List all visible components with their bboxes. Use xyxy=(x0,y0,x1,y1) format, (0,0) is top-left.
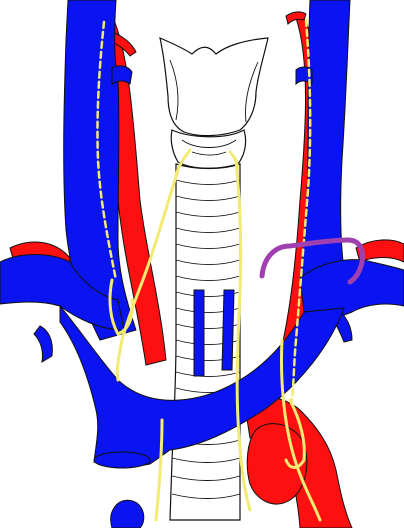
bottom-left-vein xyxy=(111,500,144,528)
left-vertebral-vein xyxy=(34,326,52,362)
thyroid-cartilage xyxy=(160,38,268,136)
right-round-vessel xyxy=(247,424,307,504)
right-inferior-thyroid-vein xyxy=(222,290,234,370)
superior-vena-cava-opening xyxy=(94,452,150,468)
left-inferior-thyroid-vein xyxy=(194,290,204,376)
left-jugular-tributary xyxy=(112,66,132,84)
right-subclavian-vein xyxy=(300,260,404,318)
